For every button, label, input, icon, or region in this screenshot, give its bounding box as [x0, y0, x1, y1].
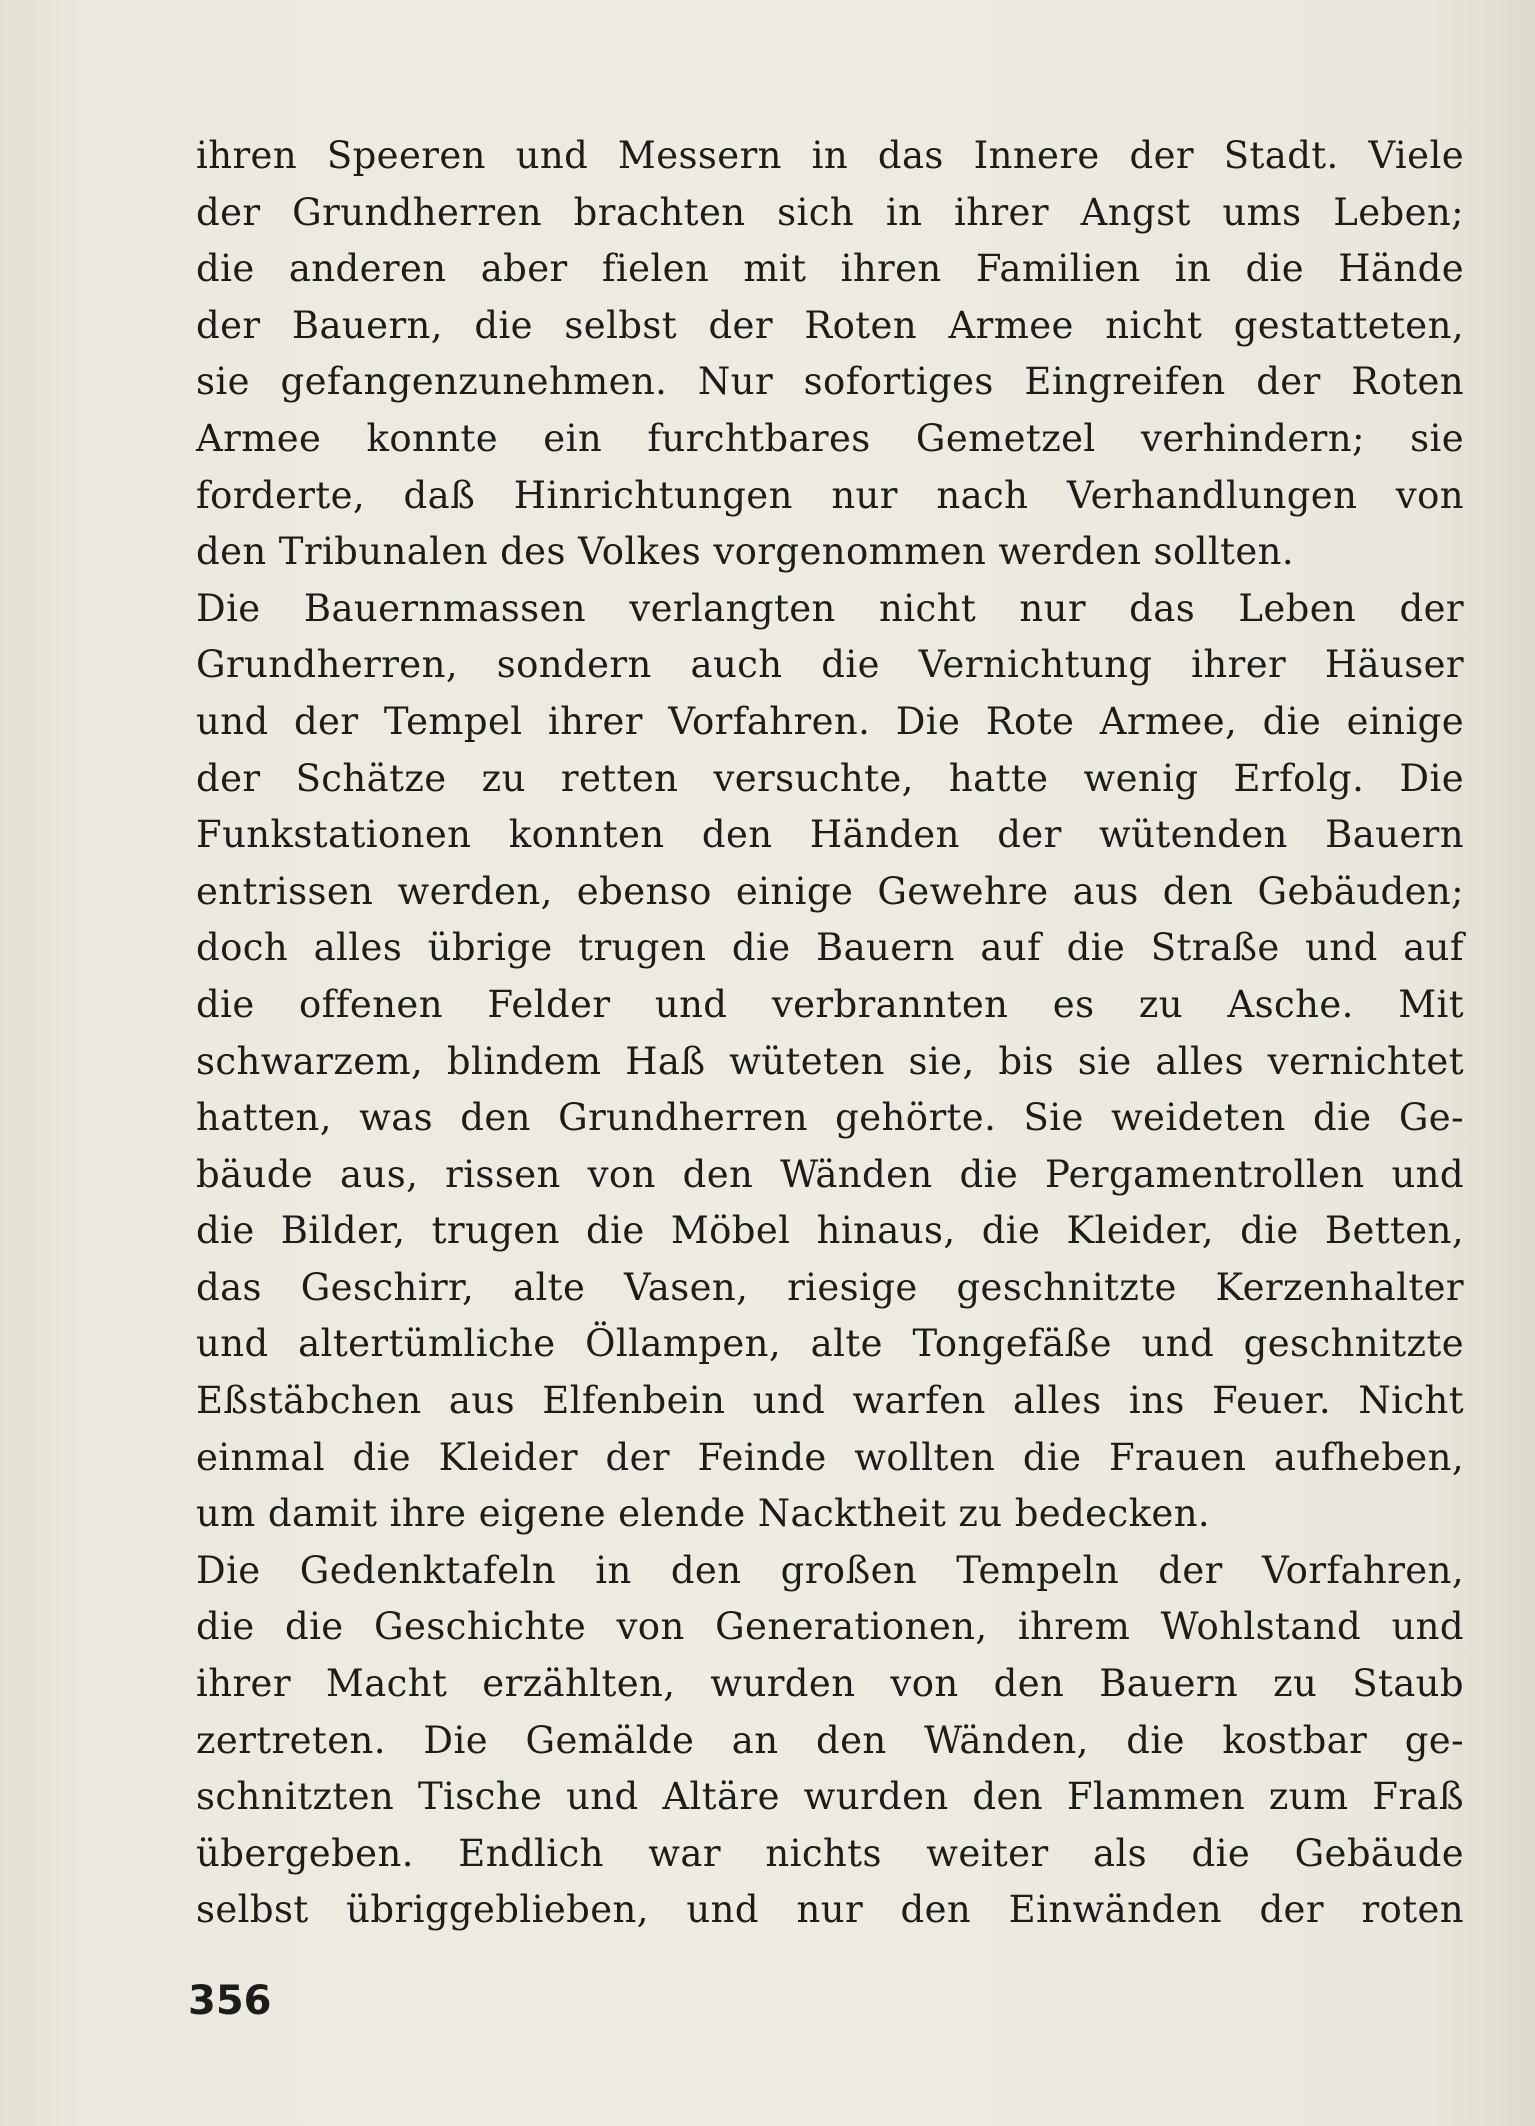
text-line: entrissen werden, ebenso einige Gewehre aus den Gebäuden; — [196, 869, 1464, 913]
text-line: Die Bauernmassen verlangten nicht nur das Leben der — [196, 586, 1464, 630]
text-line: und der Tempel ihrer Vorfahren. Die Rote Armee, die einige — [196, 699, 1464, 743]
text-line: bäude aus, rissen von den Wänden die Pergamentrollen und — [196, 1152, 1464, 1196]
text-line: zertreten. Die Gemälde an den Wänden, die kostbar ge- — [196, 1718, 1464, 1762]
text-line: ihren Speeren und Messern in das Innere der Stadt. Viele — [196, 134, 1464, 177]
text-line: Grundherren, sondern auch die Vernichtung ihrer Häuser — [196, 643, 1464, 687]
text-line: ihrer Macht erzählten, wurden von den Bauern zu Staub — [196, 1662, 1464, 1706]
text-line: Funkstationen konnten den Händen der wütenden Bauern — [196, 813, 1464, 857]
text-line: schnitzten Tische und Altäre wurden den Flammen zum Fraß — [196, 1775, 1464, 1819]
text-line: forderte, daß Hinrichtungen nur nach Verhandlungen von — [196, 473, 1464, 517]
text-line: hatten, was den Grundherren gehörte. Sie weideten die Ge- — [196, 1096, 1464, 1140]
text-line: die anderen aber fielen mit ihren Familien in die Hände — [196, 247, 1464, 291]
text-line: der Schätze zu retten versuchte, hatte wenig Erfolg. Die — [196, 756, 1464, 800]
text-line: den Tribunalen des Volkes vorgenommen werden sollten. — [196, 530, 1295, 574]
text-line: selbst übriggeblieben, und nur den Einwänden der roten — [196, 1888, 1464, 1932]
text-line: der Grundherren brachten sich in ihrer Angst ums Leben; — [196, 190, 1464, 234]
text-line: schwarzem, blindem Haß wüteten sie, bis sie alles vernichtet — [196, 1039, 1464, 1083]
text-line: der Bauern, die selbst der Roten Armee nicht gestatteten, — [196, 303, 1464, 347]
text-line: die Bilder, trugen die Möbel hinaus, die Kleider, die Betten, — [196, 1209, 1464, 1253]
body-text — [196, 128, 1464, 1939]
text-line: die offenen Felder und verbrannten es zu Asche. Mit — [196, 982, 1464, 1026]
text-line: um damit ihre eigene elende Nacktheit zu bedecken. — [196, 1492, 1211, 1536]
text-line: einmal die Kleider der Feinde wollten die Frauen aufheben, — [196, 1435, 1464, 1479]
text-line: übergeben. Endlich war nichts weiter als die Gebäude — [196, 1831, 1464, 1875]
text-line: und altertümliche Öllampen, alte Tongefäße und geschnitzte — [196, 1322, 1464, 1366]
page-number: 356 — [188, 1978, 272, 2024]
text-line: sie gefangenzunehmen. Nur sofortiges Eingreifen der Roten — [196, 360, 1464, 404]
text-line: die die Geschichte von Generationen, ihrem Wohlstand und — [196, 1605, 1464, 1649]
text-line: doch alles übrige trugen die Bauern auf die Straße und auf — [196, 926, 1464, 970]
text-line: Die Gedenktafeln in den großen Tempeln der Vorfahren, — [196, 1548, 1464, 1592]
text-line: Armee konnte ein furchtbares Gemetzel verhindern; sie — [196, 416, 1464, 460]
text-line: das Geschirr, alte Vasen, riesige geschnitzte Kerzenhalter — [196, 1265, 1464, 1309]
text-line: Eßstäbchen aus Elfenbein und warfen alles ins Feuer. Nicht — [196, 1379, 1464, 1423]
